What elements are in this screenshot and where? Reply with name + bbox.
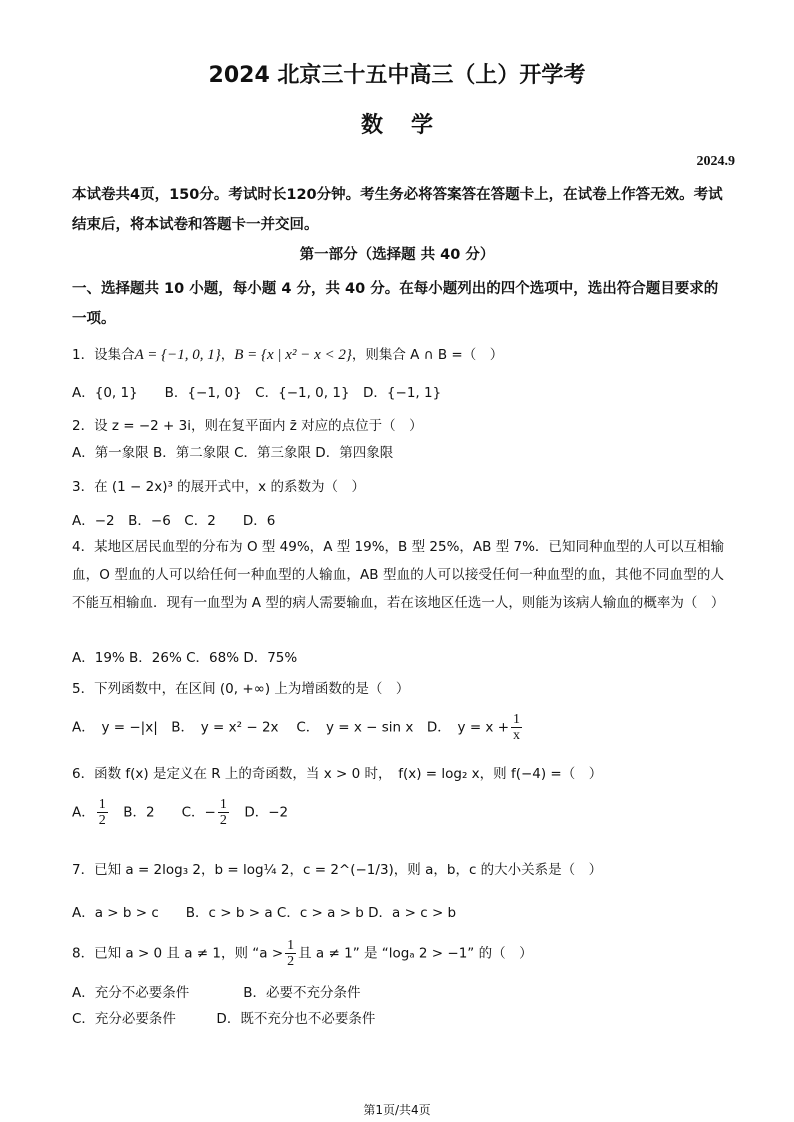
q1-set-b: B = {x | x² − x < 2} (234, 347, 352, 363)
exam-date: 2024.9 (696, 154, 735, 169)
exam-instructions: 本试卷共4页，150分。考试时长120分钟。考生务必将答案答在答题卡上，在试卷上作答无效。考试结束后，将本试卷和答题卡一并交回。 (72, 187, 723, 233)
question-8-stem (72, 938, 533, 969)
q5-fraction (511, 712, 522, 743)
question-7-options: A．a > b > c B．c > b > a C．c > a > b D．a > c > b (72, 905, 457, 921)
q1-tail: ，则集合 A ∩ B =（ ） (351, 347, 504, 363)
q5-frac-num: 1 (513, 712, 521, 727)
q6-frac-a (97, 797, 108, 828)
subject-title: 数学 (360, 113, 461, 138)
question-1-options: A．{0, 1} B．{−1, 0} C．{−1, 0, 1} D．{−1, 1} (72, 385, 442, 401)
q6-frac-c (218, 797, 229, 828)
question-6-stem: 6．函数 f(x) 是定义在 R 上的奇函数，当 x > 0 时， f(x) = log₂ x，则 f(−4) =（ ） (72, 766, 603, 782)
question-2-options: A．第一象限 B．第二象限 C．第三象限 D．第四象限 (72, 445, 394, 461)
question-8-options-row-2: C．充分必要条件 D．既不充分也不必要条件 (72, 1011, 376, 1027)
q1-sep: ， (220, 347, 235, 363)
q6-opt-d: D．−2 (230, 804, 289, 821)
q5-frac-den: x (513, 728, 521, 743)
q8-frac-num: 1 (287, 938, 295, 953)
question-7-stem: 7．已知 a = 2log₃ 2，b = log¼ 2，c = 2^(−1/3)，则 a，b，c 的大小关系是（ ） (72, 862, 603, 878)
exam-title: 2024 北京三十五中高三（上）开学考 (208, 63, 586, 88)
question-5-stem: 5．下列函数中，在区间 (0, +∞) 上为增函数的是（ ） (72, 681, 410, 697)
q6-frac-a-den: 2 (98, 813, 106, 828)
q6-frac-c-den: 2 (219, 813, 227, 828)
page-footer: 第1页/共4页 (363, 1103, 431, 1117)
q1-label: 1．设集合 (72, 347, 135, 363)
question-1-stem (72, 343, 503, 364)
question-4-stem: 4．某地区居民血型的分布为 O 型 49%，A 型 19%，B 型 25%，AB 型 7%．已知同种血型的人可以互相输血，O 型血的人可以给任何一种血型的人输血，AB 型血的人可以接受任何一种血型的血，其他不同血型的人不能互相输血．现有一血型为 A 型的病人需要输血，若在该地区任选一人，则能为该病人输血的概率为（ ） (72, 539, 725, 611)
q8-fraction (285, 938, 296, 969)
q6-frac-c-num: 1 (219, 797, 227, 812)
question-2-stem: 2．设 z = −2 + 3i，则在复平面内 z̄ 对应的点位于（ ） (72, 418, 423, 434)
q8-frac-den: 2 (287, 954, 295, 969)
q6-opt-bc: B．2 C．− (109, 804, 216, 821)
q8-stem-a: 8．已知 a > 0 且 a ≠ 1，则 “a > (72, 945, 284, 962)
q8-stem-b: 且 a ≠ 1” 是 “logₐ 2 > −1” 的（ ） (298, 945, 533, 962)
q6-frac-a-num: 1 (98, 797, 106, 812)
q1-set-a: A = {−1, 0, 1} (134, 347, 221, 363)
question-3-options: A．−2 B．−6 C．2 D．6 (72, 513, 276, 529)
question-4-options: A．19% B．26% C．68% D．75% (72, 650, 298, 666)
question-6-options (72, 797, 288, 828)
question-8-options-row-1: A．充分不必要条件 B．必要不充分条件 (72, 985, 361, 1001)
part-title: 第一部分（选择题 共 40 分） (299, 247, 495, 263)
question-5-options (72, 712, 524, 743)
q5-options-text: A． y = −|x| B． y = x² − 2x C． y = x − sin x D． y = x + (72, 719, 510, 736)
q6-opt-a: A． (72, 804, 95, 821)
section-title: 一、选择题共 10 小题，每小题 4 分，共 40 分。在每小题列出的四个选项中，选出符合题目要求的一项。 (72, 281, 719, 327)
question-3-stem: 3．在 (1 − 2x)³ 的展开式中，x 的系数为（ ） (72, 479, 365, 495)
